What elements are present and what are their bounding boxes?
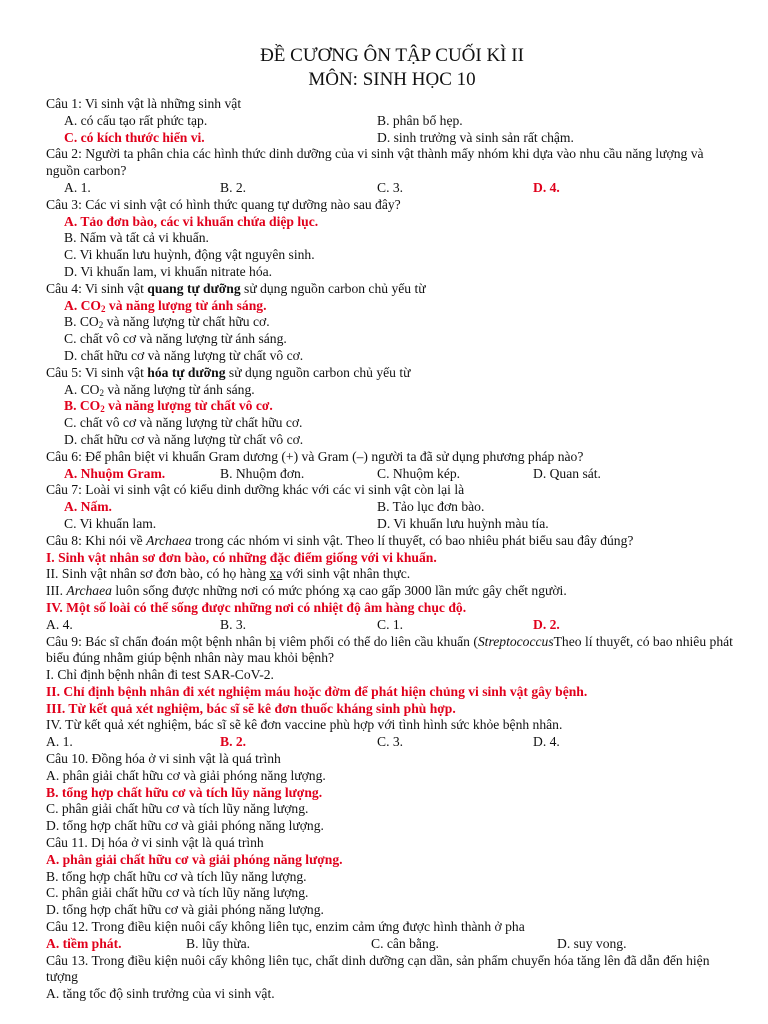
question-12-stem: Câu 12. Trong điều kiện nuôi cấy không liên tục, enzim cảm ứng được hình thành ở pha <box>46 919 525 935</box>
question-4-option-c: C. chất vô cơ và năng lượng từ ánh sáng. <box>64 331 287 347</box>
question-4-option-d: D. chất hữu cơ và năng lượng từ chất vô cơ. <box>64 347 304 363</box>
question-2-option-c: C. 3. <box>377 179 404 195</box>
question-12-options <box>46 936 738 953</box>
question-9-statement-2-correct: II. Chỉ định bệnh nhân đi xét nghiệm máu hoặc đờm để phát hiện chủng vi sinh vật gây bệnh. <box>46 683 588 699</box>
question-6-options <box>46 466 738 483</box>
question-2-options <box>46 180 738 197</box>
question-6-stem: Câu 6: Để phân biệt vi khuẩn Gram dương (+) và Gram (–) người ta đã sử dụng phương pháp nào? <box>46 448 584 464</box>
question-5-option-c: C. chất vô cơ và năng lượng từ chất hữu cơ. <box>64 415 303 431</box>
document-title: ĐỀ CƯƠNG ÔN TẬP CUỐI KÌ II <box>260 45 524 66</box>
question-11-option-a-answer: A. phân giải chất hữu cơ và giải phóng năng lượng. <box>46 851 343 867</box>
question-12-option-b: B. lũy thừa. <box>186 935 251 951</box>
question-4-keyword: quang tự dưỡng <box>147 280 241 296</box>
question-8-option-d-answer: D. 2. <box>533 616 560 632</box>
question-7-option-a-answer: A. Nấm. <box>64 499 112 515</box>
question-8-statement-3: III. Archaea luôn sống được những nơi có mức phóng xạ cao gấp 3000 lần mức gây chết người. <box>46 583 567 599</box>
question-3-option-d: D. Vi khuẩn lam, vi khuẩn nitrate hóa. <box>64 263 273 279</box>
question-2-option-a: A. 1. <box>64 179 91 195</box>
question-12-option-d: D. suy vong. <box>557 935 627 951</box>
question-7-option-b: B. Tảo lục đơn bào. <box>377 499 485 515</box>
question-12-option-c: C. cân bằng. <box>371 935 439 951</box>
question-10-option-c: C. phân giải chất hữu cơ và tích lũy năng lượng. <box>46 801 309 817</box>
question-5-stem: Câu 5: Vi sinh vật hóa tự dưỡng sử dụng nguồn carbon chủ yếu từ <box>46 364 411 380</box>
question-8-option-a: A. 4. <box>46 616 73 632</box>
question-10-option-d: D. tổng hợp chất hữu cơ và giải phóng năng lượng. <box>46 818 324 834</box>
question-8-underlined-word: xa <box>269 566 283 582</box>
question-2-option-b: B. 2. <box>220 179 247 195</box>
question-10-stem: Câu 10. Đồng hóa ở vi sinh vật là quá trình <box>46 751 281 767</box>
question-4-option-b: B. $CO_2$ và năng lượng từ chất hữu cơ. <box>64 314 270 331</box>
question-8-options <box>46 617 738 634</box>
question-6-option-c: C. Nhuộm kép. <box>377 465 461 481</box>
question-3-option-b: B. Nấm và tất cả vi khuẩn. <box>64 230 209 246</box>
question-6-option-b: B. Nhuộm đơn. <box>220 465 305 481</box>
question-4-stem: Câu 4: Vi sinh vật quang tự dưỡng sử dụng nguồn carbon chủ yếu từ <box>46 280 426 296</box>
question-7-stem: Câu 7: Loài vi sinh vật có kiểu dinh dưỡng khác với các vi sinh vật còn lại là <box>46 482 465 498</box>
question-5-keyword: hóa tự dưỡng <box>147 364 226 380</box>
question-8-statement-1-correct: I. Sinh vật nhân sơ đơn bào, có những đặc điểm giống với vi khuẩn. <box>46 549 437 565</box>
question-11-stem: Câu 11. Dị hóa ở vi sinh vật là quá trình <box>46 835 264 851</box>
question-9-option-d: D. 4. <box>533 734 560 750</box>
question-9-statement-4: IV. Từ kết quả xét nghiệm, bác sĩ sẽ kê đơn vaccine phù hợp với tình hình sức khỏe bệnh nhân. <box>46 717 563 733</box>
question-13-stem: Câu 13. Trong điều kiện nuôi cấy không liên tục, chất dinh dưỡng cạn dần, sản phẩm chuyển hóa tăng lên đã dẫn đến hiện tượng <box>46 952 710 985</box>
question-8-option-c: C. 1. <box>377 616 404 632</box>
question-11-option-c: C. phân giải chất hữu cơ và tích lũy năng lượng. <box>46 885 309 901</box>
question-11-option-d: D. tổng hợp chất hữu cơ và giải phóng năng lượng. <box>46 902 324 918</box>
question-2-stem: Câu 2: Người ta phân chia các hình thức dinh dưỡng của vi sinh vật thành mấy nhóm khi dựa vào nhu cầu năng lượng và nguồn carbon? <box>46 146 704 179</box>
question-1-options-row-1 <box>46 113 738 130</box>
question-5-option-a: A. $CO_2$ và năng lượng từ ánh sáng. <box>64 381 255 398</box>
question-9-stem: Câu 9: Bác sĩ chẩn đoán một bệnh nhân bị viêm phổi có thể do liên cầu khuẩn (StreptococcusTheo lí thuyết, có bao nhiêu phát biểu đúng nhằm giúp bệnh nhân này mau khỏi bệnh? <box>46 633 733 666</box>
question-5-option-b-answer: B. $CO_2$ và năng lượng từ chất vô cơ. <box>64 398 273 415</box>
question-9-option-a: A. 1. <box>46 734 73 750</box>
question-9-option-c: C. 3. <box>377 734 404 750</box>
question-9-options <box>46 734 738 751</box>
question-2-option-d-answer: D. 4. <box>533 179 560 195</box>
question-9-statement-1: I. Chỉ định bệnh nhân đi test SAR-CoV-2. <box>46 667 274 683</box>
question-13-option-a: A. tăng tốc độ sinh trưởng của vi sinh vật. <box>46 986 275 1002</box>
question-9-term: Streptococcus <box>477 633 554 649</box>
question-9-option-b-answer: B. 2. <box>220 734 247 750</box>
question-5-option-d: D. chất hữu cơ và năng lượng từ chất vô cơ. <box>64 431 304 447</box>
question-9-statement-3-correct: III. Từ kết quả xét nghiệm, bác sĩ sẽ kê đơn thuốc kháng sinh phù hợp. <box>46 700 456 716</box>
question-1-option-c-answer: C. có kích thước hiển vi. <box>64 129 205 145</box>
question-6-option-d: D. Quan sát. <box>533 465 601 481</box>
question-1-stem: Câu 1: Vi sinh vật là những sinh vật <box>46 96 242 111</box>
question-3-stem: Câu 3: Các vi sinh vật có hình thức quang tự dưỡng nào sau đây? <box>46 196 401 212</box>
question-1-options-row-2 <box>46 130 738 147</box>
question-12-option-a-answer: A. tiềm phát. <box>46 935 122 951</box>
question-4-option-a-answer: A. $CO_2$ và năng lượng từ ánh sáng. <box>64 297 267 314</box>
question-11-option-b: B. tổng hợp chất hữu cơ và tích lũy năng lượng. <box>46 868 307 884</box>
question-1-option-d: D. sinh trưởng và sinh sản rất chậm. <box>377 129 574 145</box>
document-subject: MÔN: SINH HỌC 10 <box>308 69 476 90</box>
question-8-statement-4-correct: IV. Một số loài có thể sống được những nơi có nhiệt độ âm hàng chục độ. <box>46 599 467 615</box>
question-3-option-a-answer: A. Tảo đơn bào, các vi khuẩn chứa diệp lục. <box>64 213 319 229</box>
question-8-option-b: B. 3. <box>220 616 247 632</box>
question-8-stem: Câu 8: Khi nói về Archaea trong các nhóm vi sinh vật. Theo lí thuyết, có bao nhiêu phát biểu sau đây đúng? <box>46 532 634 548</box>
question-7-options-row-1 <box>46 499 738 516</box>
question-8-term: Archaea <box>146 532 192 548</box>
question-1-option-b: B. phân bố hẹp. <box>377 112 463 128</box>
question-7-option-c: C. Vi khuẩn lam. <box>64 515 157 531</box>
question-3-option-c: C. Vi khuẩn lưu huỳnh, động vật nguyên sinh. <box>64 247 315 263</box>
question-7-options-row-2 <box>46 516 738 533</box>
question-8-statement-2: II. Sinh vật nhân sơ đơn bào, có họ hàng xa với sinh vật nhân thực. <box>46 566 411 582</box>
question-1-option-a: A. có cấu tạo rất phức tạp. <box>64 112 208 128</box>
question-10-option-a: A. phân giải chất hữu cơ và giải phóng năng lượng. <box>46 767 326 783</box>
question-10-option-b-answer: B. tổng hợp chất hữu cơ và tích lũy năng lượng. <box>46 784 323 800</box>
question-7-option-d: D. Vi khuẩn lưu huỳnh màu tía. <box>377 515 549 531</box>
question-6-option-a-answer: A. Nhuộm Gram. <box>64 465 166 481</box>
